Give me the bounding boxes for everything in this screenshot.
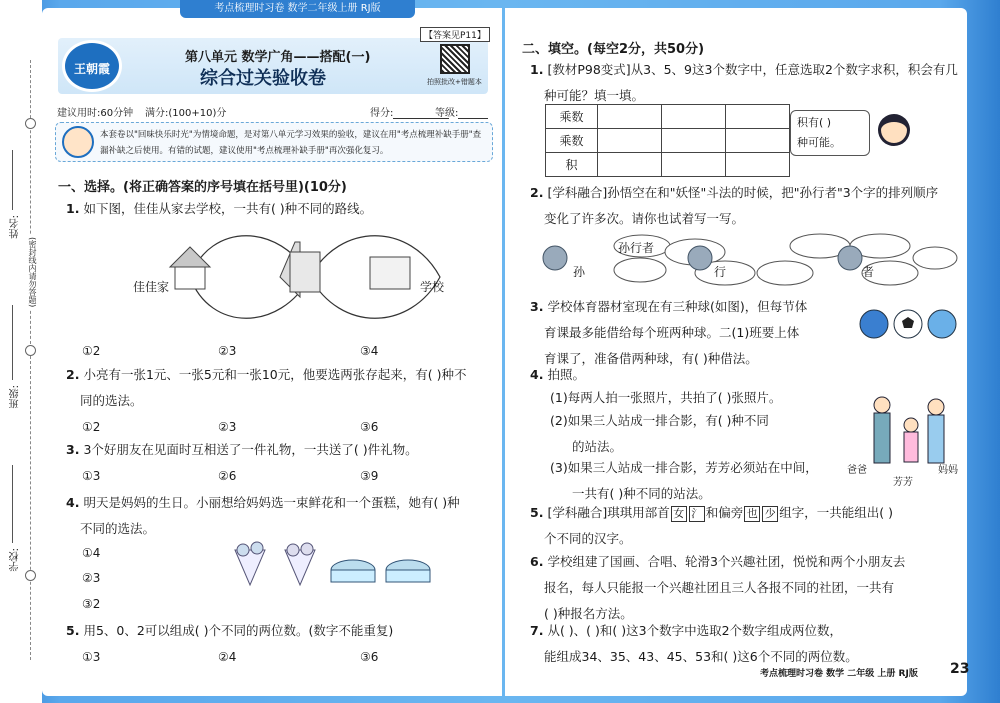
- cell[interactable]: [726, 153, 790, 177]
- grade-label: 等级:: [435, 108, 459, 119]
- option[interactable]: ②3: [218, 420, 237, 434]
- cell[interactable]: [662, 105, 726, 129]
- binding-hole: [25, 118, 36, 129]
- option[interactable]: ①2: [82, 344, 101, 358]
- school-label-diagram: 学校: [420, 280, 445, 294]
- s1-q5: 5. 用5、0、2可以组成( )个不同的两位数。(数字不能重复): [66, 623, 394, 638]
- option[interactable]: ③4: [360, 344, 379, 358]
- clouds-illustration: [540, 228, 960, 288]
- binding-gutter: [0, 0, 42, 703]
- binding-hole: [25, 570, 36, 581]
- s2-q4: 4. 拍照。: [530, 367, 585, 382]
- option[interactable]: ②3: [82, 571, 101, 585]
- binding-hole: [25, 345, 36, 356]
- route-diagram: [150, 222, 470, 332]
- char-cloud: 者: [862, 265, 875, 279]
- exam-title: 综合过关验收卷: [200, 68, 326, 89]
- mom-label: 妈妈: [938, 465, 958, 476]
- dad-label: 爸爸: [847, 465, 867, 476]
- option[interactable]: ③6: [360, 420, 379, 434]
- section2-title: 二、填空。(每空2分，共50分): [522, 42, 705, 57]
- flowers-cakes-illustration: [225, 540, 435, 590]
- name-line: [12, 150, 13, 210]
- char-cloud: 行: [714, 265, 727, 279]
- page-number: 23: [950, 661, 970, 677]
- option[interactable]: ②4: [218, 650, 237, 664]
- cell[interactable]: [726, 105, 790, 129]
- notice-text: 本套卷以"回味快乐时光"为情境命题，是对第八单元学习效果的验收，建议在用"考点梳理补缺手册"查漏补缺之后使用。有错的试题，建议使用"考点梳理补缺手册"再次强化复习。: [100, 130, 482, 156]
- cell[interactable]: [598, 153, 662, 177]
- s2-q7: 7. 从( )、( )和( )这3个数字中选取2个数字组成两位数， 能组成34、35、43、45、53和( )这6个不同的两位数。: [530, 623, 858, 664]
- product-table: [545, 104, 790, 177]
- s1-q3: 3. 3个好朋友在见面时互相送了一件礼物，一共送了( )件礼物。: [66, 442, 418, 457]
- s2-q4-1: (1)每两人拍一张照片，共拍了( )张照片。: [550, 390, 782, 405]
- family-illustration: [866, 395, 956, 470]
- total-score: 满分:(100+10)分: [145, 108, 227, 119]
- cell[interactable]: [662, 153, 726, 177]
- speech-bubble: 积有( ) 种可能。: [790, 110, 870, 156]
- suggested-time: 建议用时:60分钟: [57, 108, 134, 119]
- s1-q2: 2. 小亮有一张1元、一张5元和一张10元，他要选两张存起来，有( )种不 同的选法。: [66, 367, 467, 408]
- school-label: 学校:: [10, 548, 21, 572]
- section1-title: 一、选择。(将正确答案的序号填在括号里)(10分): [58, 180, 347, 195]
- qr-caption: 拍照批改+错题本: [427, 78, 482, 86]
- row-header: 乘数: [546, 105, 598, 129]
- footer-text: 考点梳理时习卷 数学 二年级 上册 RJ版: [760, 669, 918, 679]
- answer-reference: 【答案见P11】: [420, 27, 490, 42]
- option[interactable]: ①2: [82, 420, 101, 434]
- s2-q4-3: (3)如果三人站成一排合影，芳芳必须站在中间， 一共有( )种不同的站法。: [550, 460, 818, 501]
- qr-code-icon[interactable]: [440, 44, 470, 74]
- option[interactable]: ②6: [218, 469, 237, 483]
- series-banner: 考点梳理时习卷 数学二年级上册 RJ版: [180, 0, 415, 18]
- option[interactable]: ③9: [360, 469, 379, 483]
- s1-q4: 4. 明天是妈妈的生日。小丽想给妈妈选一束鲜花和一个蛋糕，她有( )种 不同的选法。: [66, 495, 460, 536]
- s2-q6: 6. 学校组建了国画、合唱、轮滑3个兴趣社团，悦悦和两个小朋友去 报名，每人只能报一个兴趣社团且三人各报不同的社团，一共有 ( )种报名方法。: [530, 554, 906, 621]
- s2-q1: 1. [教材P98变式]从3、5、9这3个数字中，任意选取2个数字求积，积会有几 种可能？填一填。: [530, 62, 958, 103]
- girl-label: 芳芳: [893, 477, 913, 488]
- class-label: 班级:: [10, 385, 21, 409]
- s2-q2: 2. [学科融合]孙悟空在和"妖怪"斗法的时候，把"孙行者"3个字的排列顺序 变化了许多次。请你也试着写一写。: [530, 185, 939, 226]
- phrase-cloud: 孙行者: [618, 241, 655, 255]
- option[interactable]: ③2: [82, 597, 101, 611]
- option[interactable]: ①4: [82, 546, 101, 560]
- s2-q3: 3. 学校体育器材室现在有三种球(如图)，但每节体 育课最多能借给每个班两种球。二(1)班要上体 育课了，准备借两种球，有( )种借法。: [530, 299, 808, 366]
- cell[interactable]: [598, 129, 662, 153]
- s2-q4-2: (2)如果三人站成一排合影，有( )种不同 的站法。: [550, 413, 769, 454]
- cell[interactable]: [662, 129, 726, 153]
- brand-logo: 王朝霞: [62, 40, 122, 92]
- school-line: [12, 465, 13, 543]
- row-header: 积: [546, 153, 598, 177]
- notice-box: [55, 122, 493, 162]
- row-header: 乘数: [546, 129, 598, 153]
- grade-field[interactable]: [435, 104, 488, 119]
- option[interactable]: ①3: [82, 469, 101, 483]
- option[interactable]: ③6: [360, 650, 379, 664]
- cell[interactable]: [598, 105, 662, 129]
- char-cloud: 孙: [573, 265, 586, 279]
- seal-warning: (密封线内请勿答题): [28, 237, 37, 308]
- balls-illustration: [858, 308, 958, 340]
- cell[interactable]: [726, 129, 790, 153]
- boy-icon: [878, 114, 910, 146]
- s1-q1: 1. 如下图，佳佳从家去学校，一共有( )种不同的路线。: [66, 201, 373, 216]
- option[interactable]: ①3: [82, 650, 101, 664]
- option[interactable]: ②3: [218, 344, 237, 358]
- home-label: 佳佳家: [133, 280, 170, 294]
- name-label: 姓名:: [10, 215, 21, 239]
- s2-q5: 5. [学科融合]琪琪用部首 女 氵 和偏旁 也 少 组字，一共能组出( ) 个不同的汉字。: [530, 505, 893, 546]
- teacher-avatar-icon: [62, 126, 94, 158]
- score-label: 得分:: [370, 108, 394, 119]
- unit-title: 第八单元 数学广角——搭配(一): [185, 50, 371, 65]
- class-line: [12, 305, 13, 380]
